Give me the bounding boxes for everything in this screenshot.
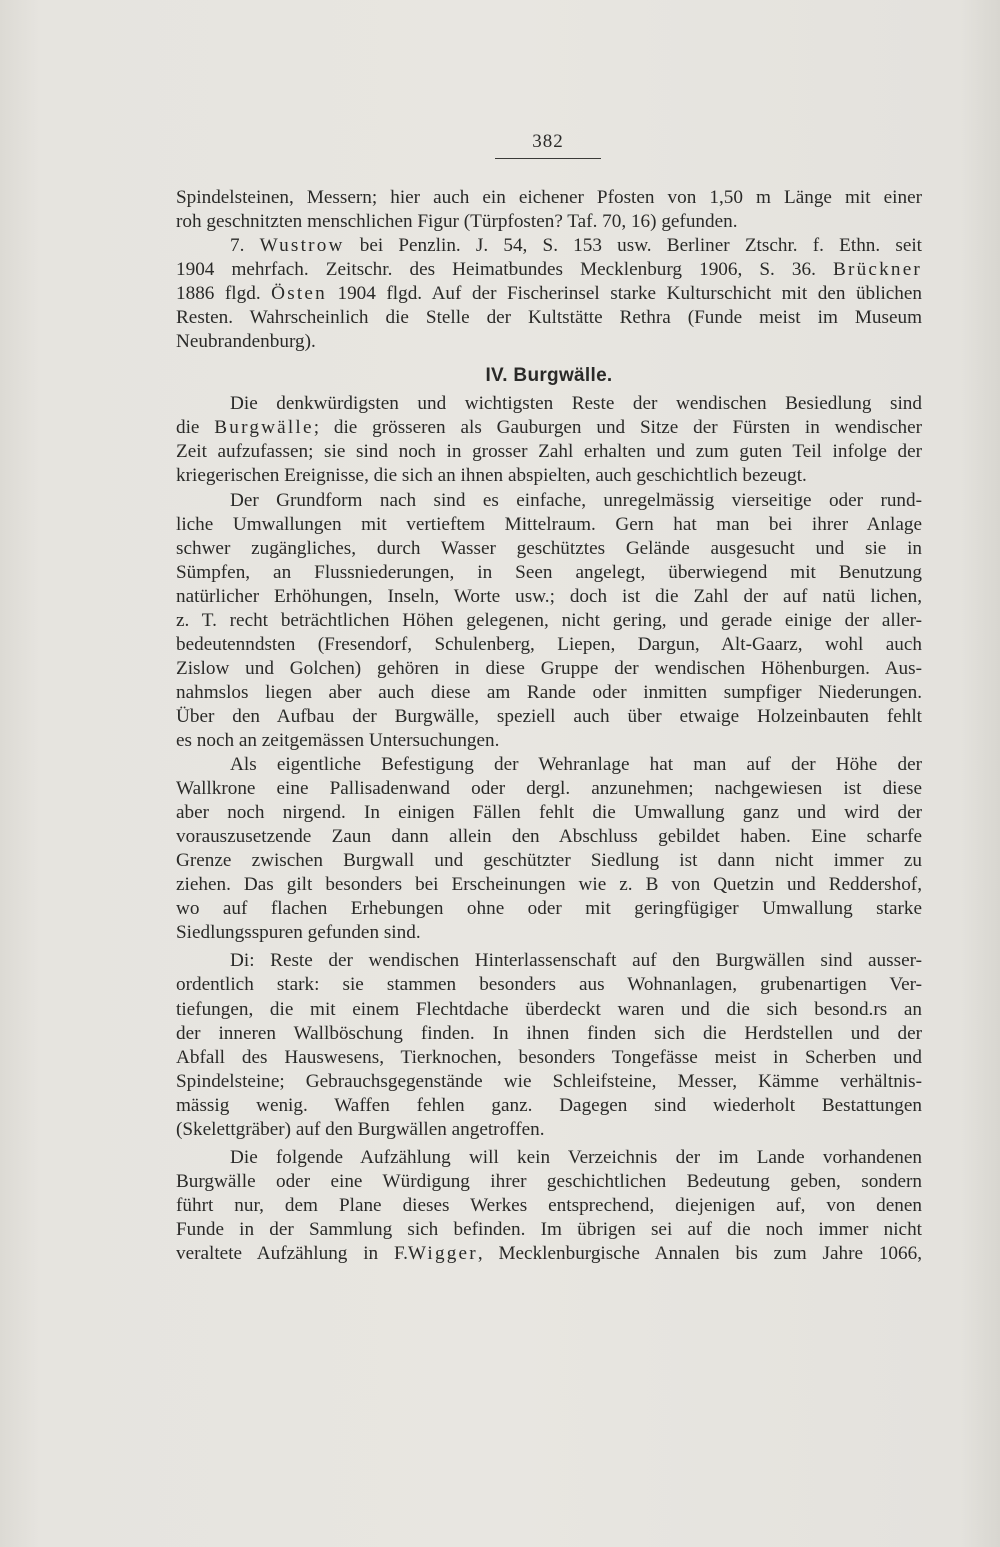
paragraph-5-line: veraltete Aufzählung in F.Wigger, Mecklenburgische Annalen bis zum Jahre 1066, (176, 1242, 922, 1264)
paragraph-3-line: Siedlungsspuren gefunden sind. (176, 922, 421, 944)
header-rule (495, 158, 601, 159)
paragraph-5-line: führt nur, dem Plane dieses Werkes entsprechend, diejenigen auf, von denen (176, 1194, 922, 1216)
paragraph-4-line: der inneren Wallböschung finden. In ihnen finden sich die Herdstellen und der (176, 1022, 922, 1044)
paragraph-2-line: natürlicher Erhöhungen, Inseln, Worte usw.; doch ist die Zahl der auf natü lichen, (176, 585, 922, 607)
paragraph-4-line: tiefungen, die mit einem Flechtdache überdeckt waren und die sich besond.rs an (176, 998, 922, 1020)
paragraph-2-line: z. T. recht beträchtlichen Höhen gelegenen, nicht gering, und gerade einige der aller- (176, 609, 922, 631)
paragraph-2-line: Der Grundform nach sind es einfache, unregelmässig vierseitige oder rund- (230, 489, 922, 511)
paragraph-4-line: mässig wenig. Waffen fehlen ganz. Dagegen sind wiederholt Bestattungen (176, 1094, 922, 1116)
spaced-place-name: Wustrow (259, 235, 345, 257)
paragraph-4-line: ordentlich stark: sie stammen besonders aus Wohnanlagen, grubenartigen Ver- (176, 974, 922, 996)
paragraph-4-line: (Skelettgräber) auf den Burgwällen angetroffen. (176, 1118, 545, 1140)
paragraph-1-line: Zeit aufzufassen; sie sind noch in grosser Zahl erhalten und zum guten Teil infolge der (176, 441, 922, 463)
page-header (495, 128, 601, 159)
paragraph-2-line: liche Umwallungen mit vertieftem Mittelraum. Gern hat man bei ihrer Anlage (176, 513, 922, 535)
entry-7-line: 1886 flgd. Östen 1904 flgd. Auf der Fischerinsel starke Kulturschicht mit den üblichen (176, 283, 923, 305)
spaced-author-name: Brückner (833, 259, 923, 281)
paragraph-1-line: die Burgwälle; die grösseren als Gauburgen und Sitze der Fürsten in wendischer (176, 417, 923, 439)
entry-7-line: Resten. Wahrscheinlich die Stelle der Kultstätte Rethra (Funde meist im Museum (176, 307, 922, 329)
entry-7-line: 1904 mehrfach. Zeitschr. des Heimatbundes Mecklenburg 1906, S. 36. Brückner (176, 259, 923, 281)
paragraph-3-line: Wallkrone eine Pallisadenwand oder dergl. anzunehmen; nachgewiesen ist diese (176, 778, 922, 800)
paragraph-2-line: Zislow und Golchen) gehören in diese Gruppe der wendischen Höhenburgen. Aus- (176, 657, 922, 679)
section-heading: IV. Burgwälle. (485, 365, 613, 387)
paragraph-2-line: Über den Aufbau der Burgwälle, speziell auch über etwaige Holzeinbauten fehlt (176, 705, 922, 727)
spaced-author-name: Östen (271, 283, 327, 305)
paragraph-3-line: aber noch nirgend. In einigen Fällen fehlt die Umwallung ganz und wird der (176, 802, 922, 824)
entry-7-line: 7. Wustrow bei Penzlin. J. 54, S. 153 usw. Berliner Ztschr. f. Ethn. seit (230, 235, 923, 257)
text-line: Spindelsteinen, Messern; hier auch ein eichener Pfosten von 1,50 m Länge mit einer (176, 187, 922, 208)
spaced-term: Burgwälle (214, 417, 314, 439)
paragraph-3-line: vorauszusetzende Zaun dann allein den Abschluss gebildet haben. Eine scharfe (176, 826, 922, 848)
paragraph-1-line: Die denkwürdigsten und wichtigsten Reste der wendischen Besiedlung sind (230, 393, 922, 415)
paragraph-4-line: Spindelsteine; Gebrauchsgegenstände wie Schleifsteine, Messer, Kämme verhältnis- (176, 1070, 922, 1092)
paragraph-5-line: Die folgende Aufzählung will kein Verzeichnis der im Lande vorhandenen (230, 1146, 922, 1168)
text-line: roh geschnitzten menschlichen Figur (Türpfosten? Taf. 70, 16) gefunden. (176, 211, 738, 233)
paragraph-2-line: nahmslos liegen aber auch diese am Rande oder inmitten sumpfiger Niederungen. (176, 681, 922, 703)
paragraph-4-line: Abfall des Hauswesens, Tierknochen, besonders Tongefässe meist in Scherben und (176, 1046, 922, 1068)
paragraph-2-line: bedeutenndsten (Fresendorf, Schulenberg, Liepen, Dargun, Alt-Gaarz, wohl auch (176, 633, 922, 655)
paragraph-5-line: Funde in der Sammlung sich befinden. Im übrigen sei auf die noch immer nicht (176, 1218, 922, 1240)
page-number: 382 (532, 131, 564, 152)
paragraph-2-line: Sümpfen, an Flussniederungen, in Seen angelegt, überwiegend mit Benutzung (176, 561, 922, 583)
body-text (176, 186, 922, 1266)
entry-7-line: Neubrandenburg). (176, 331, 316, 353)
paragraph-3-line: wo auf flachen Erhebungen ohne oder mit geringfügiger Umwallung starke (176, 898, 922, 920)
paragraph-4-line: Di: Reste der wendischen Hinterlassenschaft auf den Burgwällen sind ausser- (230, 950, 922, 972)
spaced-author-name: Wigger (407, 1242, 478, 1264)
paragraph-2-line: es noch an zeitgemässen Untersuchungen. (176, 729, 500, 751)
paragraph-5-line: Burgwälle oder eine Würdigung ihrer geschichtlichen Bedeutung geben, sondern (176, 1170, 922, 1192)
paragraph-2-line: schwer zugängliches, durch Wasser geschütztes Gelände ausgesucht und sie in (176, 537, 922, 559)
paragraph-3-line: ziehen. Das gilt besonders bei Erscheinungen wie z. B von Quetzin und Reddershof, (176, 874, 922, 896)
paragraph-1-line: kriegerischen Ereignisse, die sich an ihnen abspielten, auch geschichtlich bezeugt. (176, 465, 807, 487)
paragraph-3-line: Als eigentliche Befestigung der Wehranlage hat man auf der Höhe der (230, 754, 922, 776)
paragraph-3-line: Grenze zwischen Burgwall und geschützter Siedlung ist dann nicht immer zu (176, 850, 922, 872)
